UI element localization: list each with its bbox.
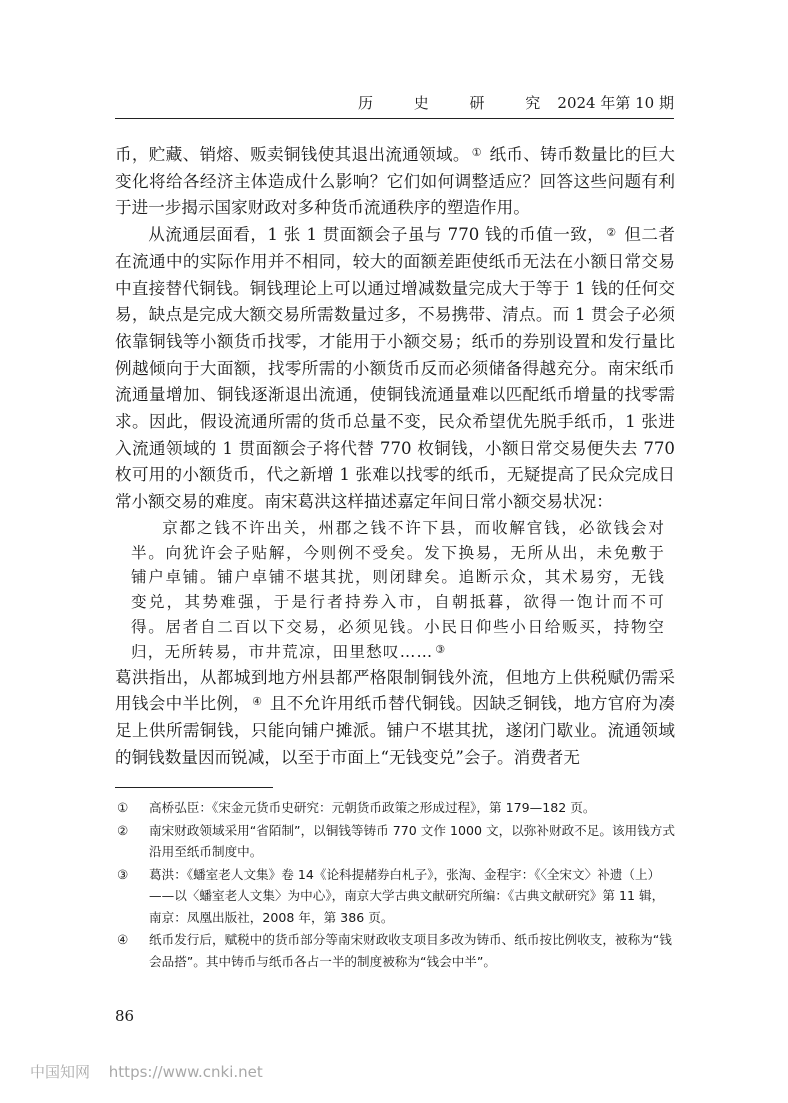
paragraph-2-text-b: 但二者在流通中的实际作用并不相同，较大的面额差距使纸币无法在小额日常交易中直接替代铜钱。铜钱理论上可以通过增减数量完成大于等于 1 钱的任何交易，缺点是完成大额交易所需数量过多，不易携带、清点。而 1 贯会子必须依靠铜钱等小额货币找零，才能用于小额交易；纸币的券别设置和发行量比例越倾向于大面额，找零所需的小额货币反而必须储备得越充分。南宋纸币流通量增加、铜钱逐渐退出流通，使铜钱流通量难以匹配纸币增量的找零需求。因此，假设流通所需的货币总量不变，民众希望优先脱手纸币，1 张进入流通领域的 1 贯面额会子将代替 770 枚铜钱，小额日常交易便失去 770 枚可用的小额货币，代之新增 1 张难以找零的纸币，无疑提高了民众完成日常小额交易的难度。南宋葛洪这样描述嘉定年间日常小额交易状况： — [115, 225, 675, 512]
footnote-item — [115, 797, 675, 819]
footnote-divider — [115, 787, 273, 788]
footnote-text: 葛洪：《蟠室老人文集》卷 14《论科提赭券白札子》，张淘、金程宇：《〈全宋文〉补遗（上）——以〈蟠室老人文集〉为中心》，南京大学古典文献研究所编：《古典文献研究》第 11 辑，南京：凤凰出版社，2008 年，第 386 页。 — [149, 866, 665, 925]
footnote-ref-4[interactable]: ④ — [252, 695, 263, 709]
quote-text: 京都之钱不许出关，州郡之钱不许下县，而收解官钱，必欲钱会对半。向犹许会子贴解，今则例不受矣。发下换易，无所从出，未免敷于铺户卓铺。铺户卓铺不堪其扰，则闭肆矣。追断示众，其术易穷，无钱变兑，其势难强，于是行者持券入市，自朝抵暮，欲得一饱计而不可得。居者自二百以下交易，必须见钱。小民日仰些小日给贩买，持物空归，无所转易，市井荒凉，田里愁叹…… — [131, 518, 665, 661]
running-header — [115, 92, 674, 119]
paragraph-3-text-a: 葛洪指出，从都城到地方州县都严格限制铜钱外流，但地方上供税赋仍需采用钱会中半比例， — [115, 667, 675, 714]
journal-title: 历 史 研 究 — [358, 94, 559, 112]
footnote-text: 高桥弘臣：《宋金元货币史研究：元朝货币政策之形成过程》，第 179—182 页。 — [149, 800, 596, 815]
page-number: 86 — [115, 1007, 135, 1025]
footnote-mark: ① — [117, 800, 129, 815]
cnki-watermark — [30, 1061, 263, 1082]
block-quote — [115, 516, 675, 665]
footnote-mark: ④ — [117, 932, 129, 947]
footnote-ref-2[interactable]: ② — [606, 226, 617, 240]
footnote-text: 纸币发行后，赋税中的货币部分等南宋财政收支项目多改为铸币、纸币按比例收支，被称为“钱会品搭”。其中铸币与纸币各占一半的制度被称为“钱会中半”。 — [149, 932, 672, 969]
footnotes — [115, 797, 675, 973]
watermark-url[interactable]: https://www.cnki.net — [108, 1063, 263, 1081]
footnote-text: 南宋财政领域采用“省陌制”，以铜钱等铸币 770 文作 1000 文，以弥补财政不足。该用钱方式沿用至纸币制度中。 — [149, 822, 675, 859]
issue-label: 2024 年第 10 期 — [557, 94, 674, 112]
watermark-brand: 中国知网 — [30, 1063, 91, 1081]
footnote-ref-3[interactable]: ③ — [435, 642, 447, 656]
article-body — [115, 142, 675, 771]
paragraph-3-text-b: 且不允许用纸币替代铜钱。因缺乏铜钱，地方官府为凑足上供所需铜钱，只能向铺户摊派。铺户不堪其扰，遂闭门歇业。流通领域的铜钱数量因而锐减，以至于市面上“无钱变兑”会子。消费者无 — [115, 694, 675, 767]
paragraph-2 — [115, 222, 675, 516]
footnote-mark: ② — [117, 822, 129, 838]
paragraph-1-text-b: 纸币、铸币数量比的巨大变化将给各经济主体造成什么影响？它们如何调整适应？回答这些问题有利于进一步揭示国家财政对多种货币流通秩序的塑造作用。 — [115, 145, 675, 218]
paragraph-3 — [115, 665, 675, 772]
paragraph-1 — [115, 142, 675, 222]
paragraph-1-text-a: 币，贮藏、销熔、贩卖铜钱使其退出流通领域。 — [115, 145, 470, 164]
footnote-ref-1[interactable]: ① — [471, 146, 482, 159]
footnote-item — [115, 929, 675, 972]
footnote-mark: ③ — [117, 866, 129, 882]
footnote-item — [115, 820, 675, 863]
paragraph-2-text-a: 从流通层面看，1 张 1 贯面额会子虽与 770 钱的币值一致， — [148, 225, 605, 245]
footnote-item — [115, 864, 675, 929]
